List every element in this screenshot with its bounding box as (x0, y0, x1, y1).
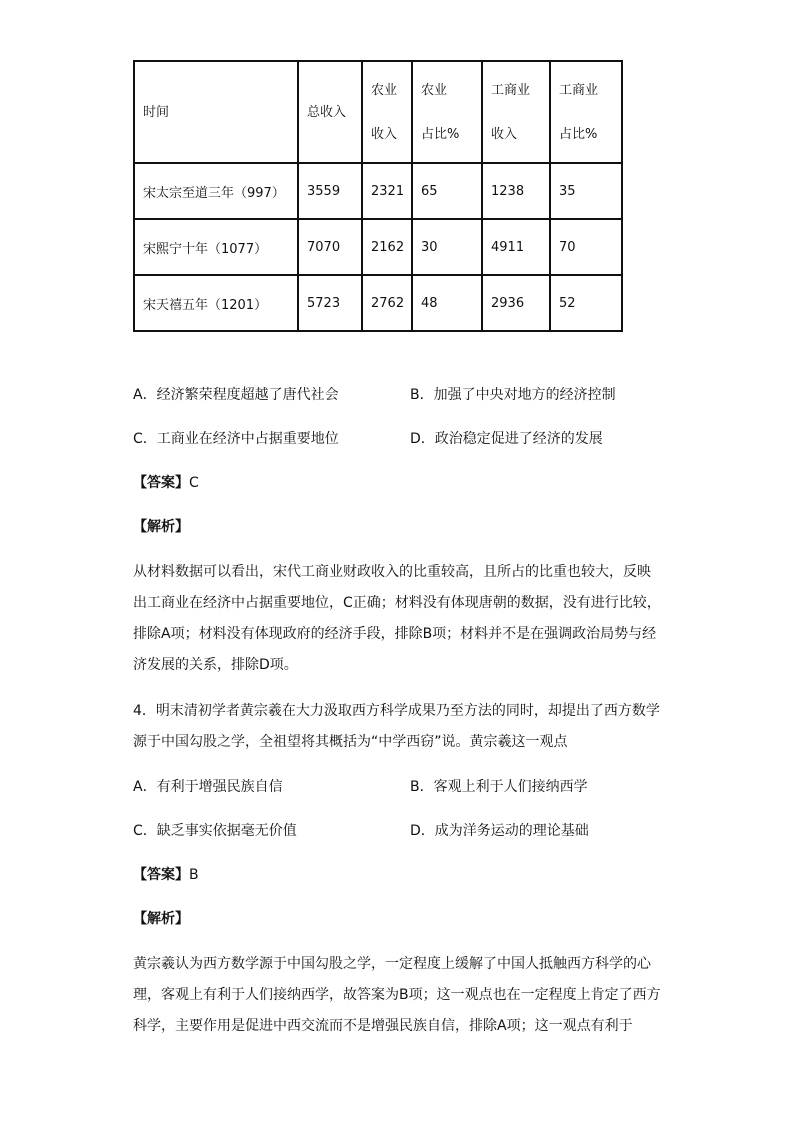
cell-time: 宋天禧五年（1201） (134, 275, 298, 331)
q3-analysis-label: 【解析】 (133, 519, 189, 535)
cell-commerce-share: 35 (550, 163, 622, 219)
q4-analysis-label: 【解析】 (133, 911, 189, 927)
cell-agri-share: 65 (412, 163, 482, 219)
q3-answer (133, 472, 199, 492)
cell-total: 7070 (298, 219, 362, 275)
table-row (134, 219, 622, 275)
cell-time: 宋熙宁十年（1077） (134, 219, 298, 275)
header-total-income: 总收入 (298, 61, 362, 163)
q4-option-a: A．有利于增强民族自信 (133, 779, 283, 795)
cell-agri-income: 2762 (362, 275, 412, 331)
cell-agri-share: 48 (412, 275, 482, 331)
q4-stem: 4．明末清初学者黄宗羲在大力汲取西方科学成果乃至方法的同时，却提出了西方数学源于中国勾股之学，全祖望将其概括为“中学西窃”说。黄宗羲这一观点 (133, 703, 660, 750)
q4-analysis-text: 黄宗羲认为西方数学源于中国勾股之学，一定程度上缓解了中国人抵触西方科学的心理，客观上有利于人们接纳西学，故答案为B项；这一观点也在一定程度上肯定了西方科学，主要作用是促进中西交流而不是增强民族自信，排除A项；这一观点有利于 (133, 956, 661, 1034)
header-time: 时间 (134, 61, 298, 163)
answer-value: B (189, 867, 199, 883)
answer-label: 【答案】 (133, 867, 189, 883)
table-row (134, 163, 622, 219)
q4-option-b: B．客观上利于人们接纳西学 (410, 779, 588, 795)
cell-commerce-income: 1238 (482, 163, 550, 219)
revenue-table (133, 60, 623, 332)
table-header-row (134, 61, 622, 163)
cell-agri-income: 2162 (362, 219, 412, 275)
header-agri-share: 农业 占比% (412, 61, 482, 163)
cell-commerce-income: 2936 (482, 275, 550, 331)
answer-label: 【答案】 (133, 475, 189, 491)
q4-answer (133, 864, 199, 884)
q4-option-d: D．成为洋务运动的理论基础 (410, 823, 589, 839)
q3-analysis-text: 从材料数据可以看出，宋代工商业财政收入的比重较高，且所占的比重也较大，反映出工商业在经济中占据重要地位，C正确；材料没有体现唐朝的数据，没有进行比较，排除A项；材料没有体现政府的经济手段，排除B项；材料并不是在强调政治局势与经济发展的关系，排除D项。 (133, 564, 661, 673)
q3-option-c: C．工商业在经济中占据重要地位 (133, 431, 339, 447)
q3-option-d: D．政治稳定促进了经济的发展 (410, 431, 603, 447)
cell-commerce-income: 4911 (482, 219, 550, 275)
header-agri-income: 农业 收入 (362, 61, 412, 163)
q4-option-c: C．缺乏事实依据毫无价值 (133, 823, 297, 839)
header-commerce-income: 工商业 收入 (482, 61, 550, 163)
cell-time: 宋太宗至道三年（997） (134, 163, 298, 219)
cell-total: 5723 (298, 275, 362, 331)
cell-agri-share: 30 (412, 219, 482, 275)
header-commerce-share: 工商业 占比% (550, 61, 622, 163)
cell-agri-income: 2321 (362, 163, 412, 219)
answer-value: C (189, 475, 199, 491)
q3-option-a: A．经济繁荣程度超越了唐代社会 (133, 387, 339, 403)
cell-commerce-share: 70 (550, 219, 622, 275)
table-row (134, 275, 622, 331)
q3-option-b: B．加强了中央对地方的经济控制 (410, 387, 616, 403)
cell-total: 3559 (298, 163, 362, 219)
cell-commerce-share: 52 (550, 275, 622, 331)
